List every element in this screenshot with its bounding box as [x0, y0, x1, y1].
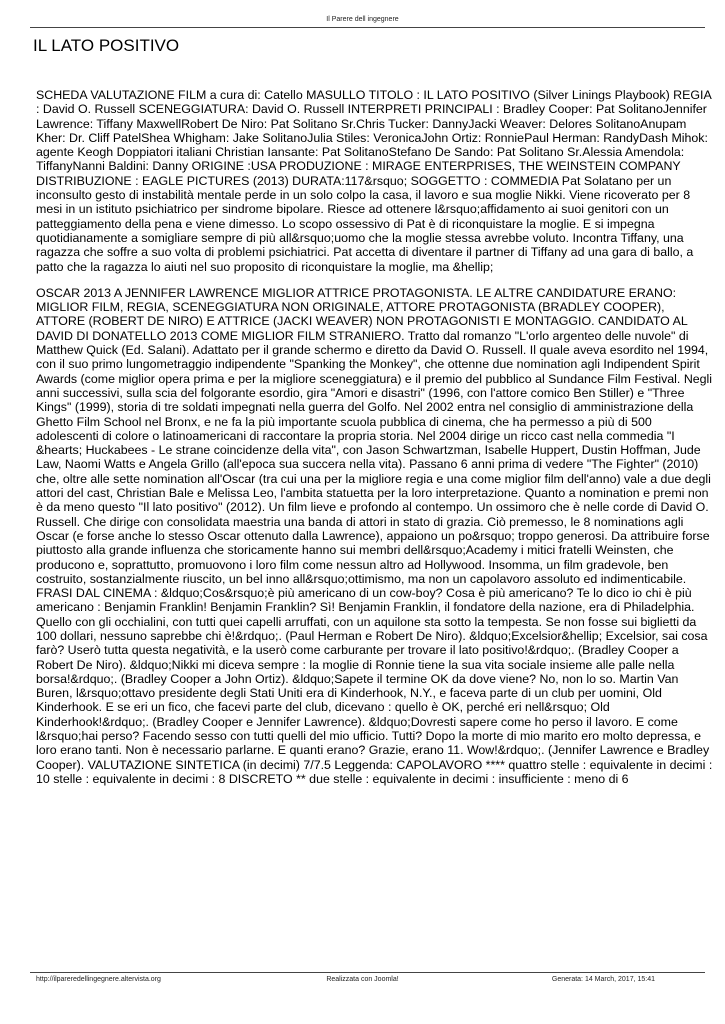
article-paragraph-film-sheet: SCHEDA VALUTAZIONE FILM a cura di: Catello MASULLO TITOLO : IL LATO POSITIVO (Silver Linings Playbook) REGIA : David O. Russell SCENEGGIATURA: David O. Russell INTERPRETI PRINCIPALI : Bradley Cooper: Pat SolitanoJennifer Lawrence: Tiffany MaxwellRobert De Niro: Pat Solitano Sr.Chris Tucker: DannyJacki Weaver: Delores SolitanoAnupam Kher: Dr. Cliff PatelShea Whigham: Jake SolitanoJulia Stiles: VeronicaJohn Ortiz: RonniePaul Herman: RandyDash Mihok: agente Keogh Doppiatori italiani Christian Iansante: Pat SolitanoStefano De Sando: Pat Solitano Sr.Alessia Amendola: TiffanyNanni Baldini: Danny ORIGINE :USA PRODUZIONE : MIRAGE ENTERPRISES, THE WEINSTEIN COMPANY DISTRIBUZIONE : EAGLE PICTURES (2013) DURATA:117&rsquo; SOGGETTO : COMMEDIA Pat Solatano per un inconsulto gesto di instabilità mentale perde in un solo colpo la casa, il lavoro e sua moglie Nikki. Viene ricoverato per 8 mesi in un istituto psichiatrico per sindrome bipolare. Riesce ad ottenere l&rsquo;affidamento ai suoi genitori con un patteggiamento della pena e viene dimesso. Lo scopo ossessivo di Pat è di riconquistare la moglie. E si impegna quotidianamente a somigliare sempre di più all&rsquo;uomo che la moglie stessa avrebbe voluto. Incontra Tiffany, una ragazza che soffre a suo volta di problemi psichiatrici. Pat accetta di diventare il partner di Tiffany ad una gara di ballo, a patto che la ragazza lo aiuti nel suo proposito di riconquistare la moglie, ma &hellip;	[36, 88, 712, 274]
article-paragraph-review: OSCAR 2013 A JENNIFER LAWRENCE MIGLIOR ATTRICE PROTAGONISTA. LE ALTRE CANDIDATURE ERANO: MIGLIOR FILM, REGIA, SCENEGGIATURA NON ORIGINALE, ATTORE PROTAGONISTA (BRADLEY COOPER), ATTORE (ROBERT DE NIRO) E ATTRICE (JACKI WEAVER) NON PROTAGONISTI E MONTAGGIO. CANDIDATO AL DAVID DI DONATELLO 2013 COME MIGLIOR FILM STRANIERO. Tratto dal romanzo "L'orlo argenteo delle nuvole" di Matthew Quick (Ed. Salani). Adattato per il grande schermo e diretto da David O. Russell. Il quale aveva esordito nel 1994, con il suo primo lungometraggio indipendente "Spanking the Monkey", che ottenne due nomination agli Indipendent Spirit Awards (come miglior opera prima e per la migliore sceneggiatura) e il premio del pubblico al Sundance Film Festival. Negli anni successivi, sulla scia del folgorante esordio, gira "Amori e disastri" (1996, con l'attore comico Ben Stiller) e "Three Kings" (1999), storia di tre soldati impegnati nella guerra del Golfo. Nel 2002 entra nel consiglio di amministrazione della Ghetto Film School nel Bronx, e ne fa la più importante scuola pubblica di cinema, che ha permesso a più di 500 adolescenti di colore o latinoamericani di raccontare la propria storia. Nel 2004 dirige un ricco cast nella commedia "I &hearts; Huckabees - Le strane coincidenze della vita", con Jason Schwartzman, Isabelle Huppert, Dustin Hoffman, Jude Law, Naomi Watts e Angela Grillo (all'epoca sua succera nella vita). Passano 6 anni prima di vedere "The Fighter" (2010) che, oltre alle sette nomination all'Oscar (tra cui una per la migliore regia e una come miglior film dell'anno) vale a due degli attori del cast, Christian Bale e Melissa Leo, l'ambita statuetta per la loro interpretazione. Quanto a nomination e premi non è da meno questo "Il lato positivo" (2012). Un film lieve e profondo al contempo. Un ossimoro che è nelle corde di David O. Russell. Che dirige con consolidata maestria una banda di attori in stato di grazia. Ciò premesso, le 8 nominations agli Oscar (e forse anche lo stesso Oscar ottenuto dalla Lawrence), appaiono un po&rsquo; troppo generosi. Da attribuire forse piuttosto alla grande influenza che storicamente hanno sui membri dell&rsquo;Academy i mitici fratelli Weinsten, che producono e, soprattutto, promuovono i loro film come nessun altro ad Hollywood. Insomma, un film gradevole, ben costruito, sostanzialmente riuscito, un bel inno all&rsquo;ottimismo, ma non un capolavoro assoluto ed indimenticabile. FRASI DAL CINEMA : &ldquo;Cos&rsquo;è più americano di un cow-boy? Cosa è più americano? Te lo dico io chi è più americano : Benjamin Franklin! Benjamin Franklin? Sì! Benjamin Franklin, il fondatore della nazione, era di Philadelphia. Quello con gli occhialini, con tutti quei capelli arruffati, con un aquilone sta sotto la tempesta. Se non fosse sui biglietti da 100 dollari, nessuno saprebbe chi è!&rdquo;. (Paul Herman e Robert De Niro). &ldquo;Excelsior&hellip; Excelsior, sai cosa farò? Userò tutta questa negatività, e la userò come carburante per trovare il lato positivo!&rdquo;. (Bradley Cooper a Robert De Niro). &ldquo;Nikki mi diceva sempre : la moglie di Ronnie tiene la sua vita sociale insieme alle palle nella borsa!&rdquo;. (Bradley Cooper a John Ortiz). &ldquo;Sapete il termine OK da dove viene? No, non lo so. Martin Van Buren, l&rsquo;ottavo presidente degli Stati Uniti era di Kinderhook, N.Y., e faceva parte di un club per uomini, Old Kinderhook. E se eri un fico, che facevi parte del club, dicevano : quello è OK, perché eri nell&rsquo; Old Kinderhook!&rdquo;. (Bradley Cooper e Jennifer Lawrence). &ldquo;Dovresti sapere come ho perso il lavoro. E come l&rsquo;hai perso? Facendo sesso con tutti quelli del mio ufficio. Tutti? Dopo la morte di mio marito ero molto depressa, e loro erano tanti. Non è necessario parlarne. E quanti erano? Grazie, erano 11. Wow!&rdquo;. (Jennifer Lawrence e Bradley Cooper). VALUTAZIONE SINTETICA (in decimi) 7/7.5 Leggenda: CAPOLAVORO **** quattro stelle : equivalente in decimi : 10 stelle : equivalente in decimi : 8 DISCRETO ** due stelle : equivalente in decimi : insufficiente : meno di 6	[36, 285, 713, 786]
footer-divider	[30, 972, 705, 973]
footer-generated-date: Generata: 14 March, 2017, 15:41	[551, 976, 655, 983]
site-header: Il Parere dell ingegnere	[326, 16, 399, 23]
article-body	[36, 88, 715, 968]
article-title: IL LATO POSITIVO	[33, 36, 180, 55]
header-divider	[30, 27, 705, 28]
footer-site-url[interactable]: http://ilpareredellingegnere.altervista.org	[36, 976, 161, 983]
footer-made-with: Realizzata con Joomla!	[326, 976, 399, 983]
